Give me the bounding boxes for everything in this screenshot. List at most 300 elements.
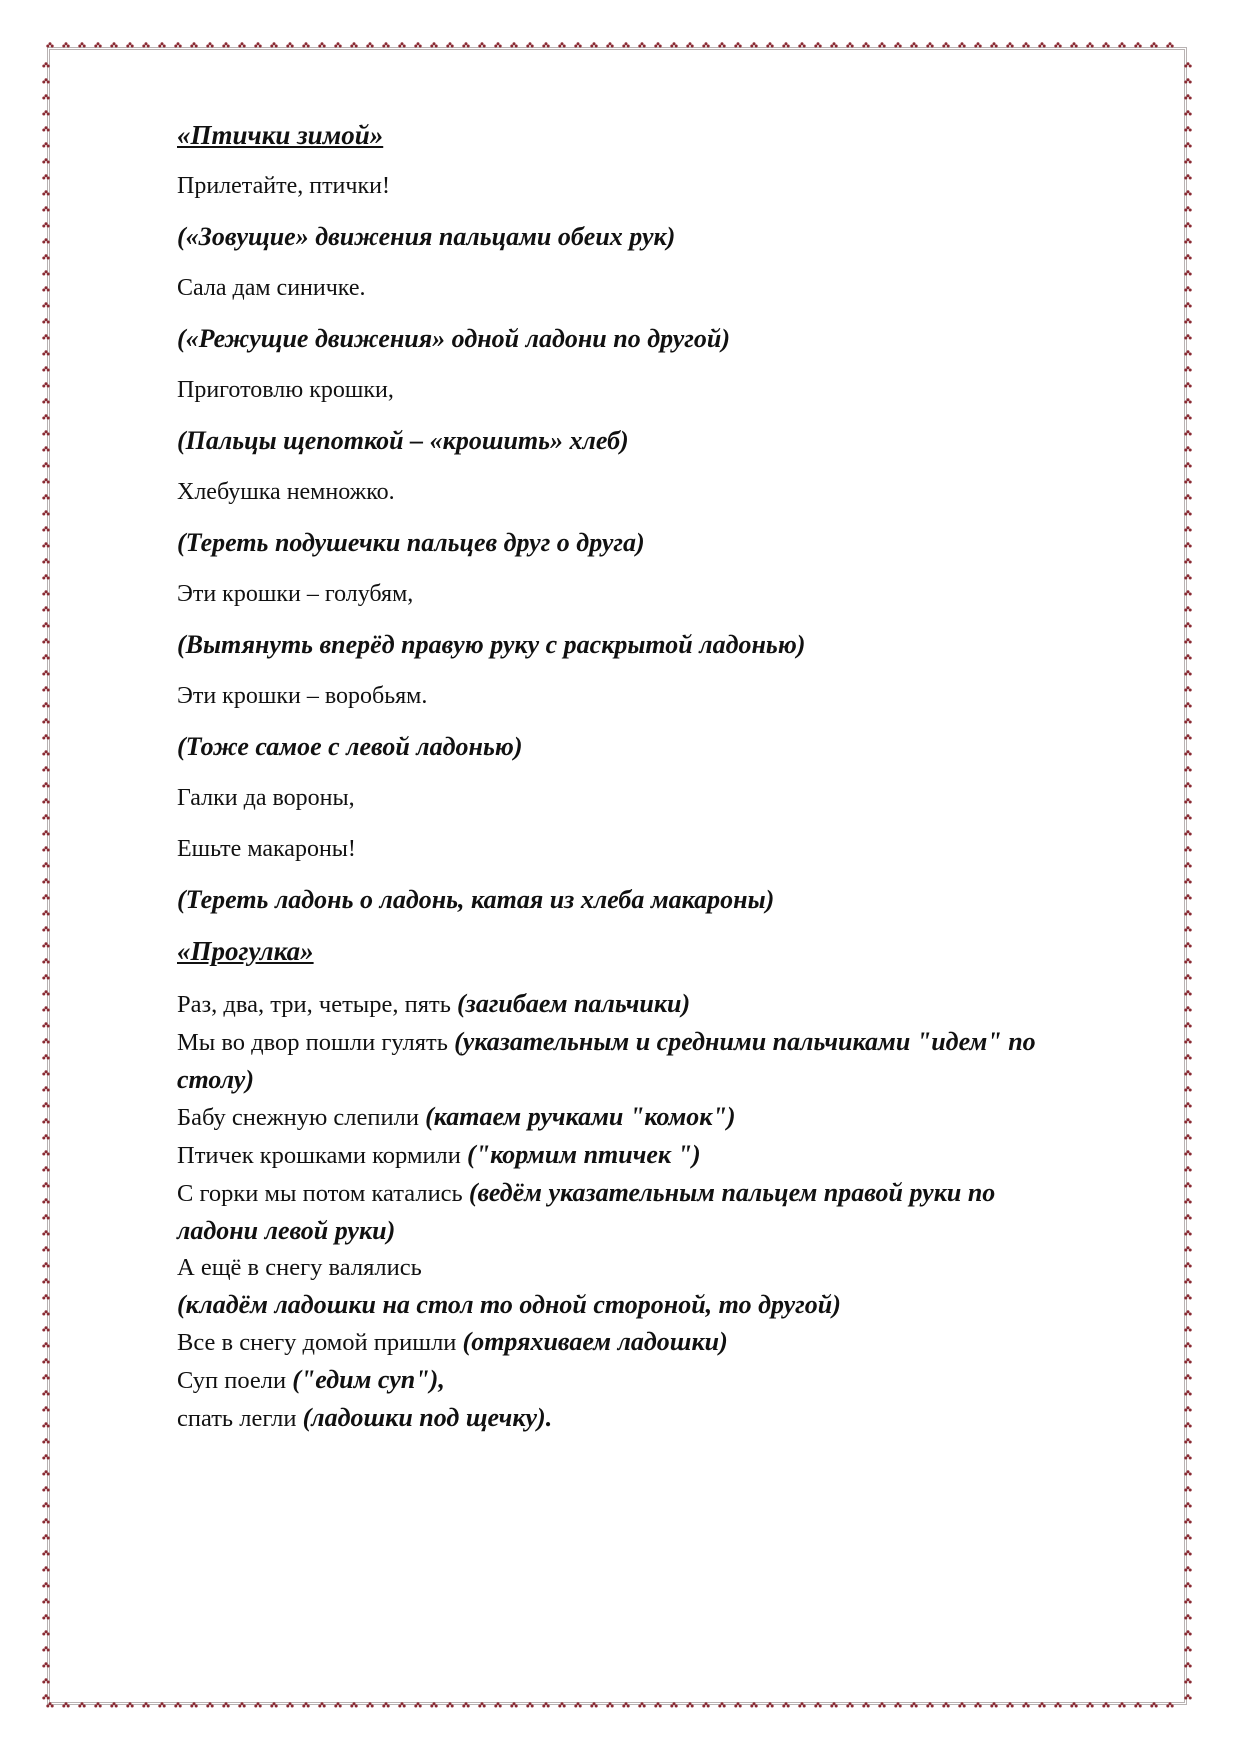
ornament-dot [42, 161, 45, 164]
ornament-dot [45, 1246, 48, 1249]
ornament-dot [42, 833, 45, 836]
ornament-dot [657, 42, 660, 45]
ornament-dot [974, 45, 977, 48]
ornament-dot [817, 42, 820, 45]
ornament-dot [1189, 401, 1192, 404]
ornament-dot [1184, 945, 1187, 948]
ornament-dot [947, 45, 950, 48]
ornament-dot [45, 1422, 48, 1425]
ornament-dot [1184, 1521, 1187, 1524]
ornament-dot [1187, 782, 1190, 785]
ornament-dot [846, 1705, 849, 1708]
ornament-dot [1187, 350, 1190, 353]
ornament-dot [417, 42, 420, 45]
ornament-dot [42, 1441, 45, 1444]
ornament-dot [45, 206, 48, 209]
ornament-dot [47, 401, 50, 404]
ornament-dot [1184, 1633, 1187, 1636]
ornament-dot [42, 1201, 45, 1204]
ornament-dot [499, 1705, 502, 1708]
ornament-dot [222, 45, 225, 48]
verse-line: Прилетайте, птички! [177, 173, 390, 199]
ornament-dot [1054, 45, 1057, 48]
ornament-dot [47, 1249, 50, 1252]
ornament-dot [574, 45, 577, 48]
ornament-dot [1187, 1438, 1190, 1441]
action-text: ("кормим птичек ") [467, 1140, 701, 1169]
ornament-dot [1189, 801, 1192, 804]
ornament-dot [42, 241, 45, 244]
ornament-dot [1189, 657, 1192, 660]
ornament-dot [131, 45, 134, 48]
ornament-dot [47, 1601, 50, 1604]
ornament-dot [47, 769, 50, 772]
ornament-dot [275, 1705, 278, 1708]
ornament-dot [1189, 993, 1192, 996]
ornament-dot [47, 225, 50, 228]
ornament-dot [1184, 561, 1187, 564]
ornament-dot [1038, 45, 1041, 48]
ornament-dot [62, 1705, 65, 1708]
ornament-dot [766, 45, 769, 48]
ornament-dot [45, 1486, 48, 1489]
ornament-dot [1187, 814, 1190, 817]
ornament-dot [1075, 1705, 1078, 1708]
ornament-dot [609, 42, 612, 45]
ornament-dot [257, 42, 260, 45]
ornament-dot [45, 574, 48, 577]
ornament-dot [766, 1705, 769, 1708]
ornament-dot [1184, 721, 1187, 724]
ornament-dot [51, 45, 54, 48]
ornament-dot [403, 1705, 406, 1708]
ornament-dot [47, 1121, 50, 1124]
ornament-dot [515, 45, 518, 48]
ornament-dot [1187, 1598, 1190, 1601]
ornament-dot [42, 1217, 45, 1220]
ornament-dot [1184, 1153, 1187, 1156]
ornament-dot [45, 798, 48, 801]
ornament-dot [45, 478, 48, 481]
ornament-dot [42, 1473, 45, 1476]
ornament-dot [1184, 913, 1187, 916]
ornament-dot [286, 1705, 289, 1708]
ornament-dot [1184, 529, 1187, 532]
ornament-dot [209, 42, 212, 45]
ornament-dot [529, 1702, 532, 1705]
ornament-dot [625, 42, 628, 45]
ornament-dot [45, 1038, 48, 1041]
ornament-dot [1184, 1393, 1187, 1396]
ornament-dot [1189, 449, 1192, 452]
ornament-dot [177, 1702, 180, 1705]
verse-row [177, 1323, 1137, 1361]
ornament-dot [45, 446, 48, 449]
ornament-dot [1166, 45, 1169, 48]
ornament-dot [47, 1137, 50, 1140]
ornament-dot [97, 42, 100, 45]
ornament-dot [851, 45, 854, 48]
ornament-dot [47, 1457, 50, 1460]
ornament-dot [1189, 961, 1192, 964]
ornament-dot [1189, 1553, 1192, 1556]
ornament-dot [47, 1617, 50, 1620]
ornament-dot [1187, 174, 1190, 177]
ornament-dot [1187, 222, 1190, 225]
ornament-dot [45, 1454, 48, 1457]
action-line: (Тереть подушечки пальцев друг о друга) [177, 528, 645, 557]
ornament-dot [275, 45, 278, 48]
ornament-dot [595, 45, 598, 48]
ornament-dot [1022, 45, 1025, 48]
ornament-dot [1184, 1681, 1187, 1684]
ornament-dot [42, 1585, 45, 1588]
verse-row [177, 985, 1137, 1023]
ornament-dot [1184, 1025, 1187, 1028]
ornament-dot [833, 42, 836, 45]
ornament-dot [1187, 78, 1190, 81]
ornament-dot [1187, 1390, 1190, 1393]
ornament-dot [45, 398, 48, 401]
ornament-dot [1155, 1705, 1158, 1708]
ornament-dot [42, 625, 45, 628]
ornament-dot [42, 1105, 45, 1108]
ornament-dot [243, 45, 246, 48]
ornament-dot [897, 42, 900, 45]
ornament-dot [1134, 1705, 1137, 1708]
ornament-dot [369, 1702, 372, 1705]
ornament-dot [45, 1374, 48, 1377]
ornament-dot [45, 1390, 48, 1393]
ornament-dot [433, 1702, 436, 1705]
poem-progulka [177, 985, 1137, 1437]
ornament-dot [862, 1705, 865, 1708]
ornament-dot [366, 45, 369, 48]
ornament-dot [1187, 126, 1190, 129]
ornament-dot [1102, 45, 1105, 48]
ornament-dot [42, 1169, 45, 1172]
ornament-dot [47, 1537, 50, 1540]
ornament-dot [1184, 1601, 1187, 1604]
ornament-dot [1187, 1470, 1190, 1473]
ornament-dot [307, 1705, 310, 1708]
ornament-dot [1187, 862, 1190, 865]
ornament-dot [302, 1705, 305, 1708]
ornament-dot [81, 1702, 84, 1705]
action-line: (Пальцы щепоткой – «крошить» хлеб) [177, 426, 629, 455]
ornament-dot [163, 1705, 166, 1708]
ornament-dot [42, 1521, 45, 1524]
ornament-dot [289, 1702, 292, 1705]
ornament-dot [1184, 1649, 1187, 1652]
ornament-dot [659, 45, 662, 48]
ornament-dot [1184, 625, 1187, 628]
ornament-dot [1189, 1681, 1192, 1684]
ornament-dot [42, 177, 45, 180]
ornament-dot [1189, 289, 1192, 292]
ornament-dot [595, 1705, 598, 1708]
ornament-dot [1184, 897, 1187, 900]
ornament-dot [47, 1569, 50, 1572]
ornament-dot [45, 1150, 48, 1153]
ornament-dot [190, 45, 193, 48]
ornament-dot [686, 45, 689, 48]
ornament-dot [47, 865, 50, 868]
ornament-dot [227, 1705, 230, 1708]
ornament-dot [45, 302, 48, 305]
ornament-dot [1189, 1521, 1192, 1524]
ornament-dot [42, 673, 45, 676]
ornament-dot [689, 42, 692, 45]
ornament-dot [47, 1697, 50, 1700]
ornament-dot [1189, 273, 1192, 276]
ornament-dot [1184, 145, 1187, 148]
ornament-dot [1184, 177, 1187, 180]
ornament-dot [529, 42, 532, 45]
ornament-dot [47, 97, 50, 100]
ornament-dot [42, 513, 45, 516]
ornament-dot [1184, 881, 1187, 884]
ornament-dot [638, 45, 641, 48]
ornament-dot [737, 1702, 740, 1705]
ornament-dot [995, 45, 998, 48]
ornament-dot [449, 42, 452, 45]
ornament-dot [670, 1705, 673, 1708]
ornament-dot [1187, 702, 1190, 705]
ornament-dot [1189, 913, 1192, 916]
ornament-dot [1105, 1702, 1108, 1705]
ornament-dot [321, 42, 324, 45]
ornament-dot [803, 1705, 806, 1708]
ornament-dot [1189, 305, 1192, 308]
ornament-dot [158, 45, 161, 48]
ornament-dot [45, 910, 48, 913]
ornament-dot [1189, 209, 1192, 212]
ornament-dot [1121, 1702, 1124, 1705]
ornament-dot [42, 113, 45, 116]
ornament-dot [1184, 1185, 1187, 1188]
ornament-dot [510, 1705, 513, 1708]
ornament-dot [337, 1702, 340, 1705]
ornament-dot [45, 830, 48, 833]
ornament-dot [45, 1582, 48, 1585]
ornament-dot [1189, 385, 1192, 388]
ornament-dot [291, 45, 294, 48]
ornament-dot [675, 1705, 678, 1708]
ornament-dot [42, 1025, 45, 1028]
ornament-dot [963, 1705, 966, 1708]
ornament-dot [1189, 1329, 1192, 1332]
ornament-dot [42, 417, 45, 420]
ornament-dot [45, 558, 48, 561]
ornament-dot [723, 45, 726, 48]
ornament-dot [1139, 1705, 1142, 1708]
ornament-dot [771, 1705, 774, 1708]
ornament-dot [243, 1705, 246, 1708]
ornament-dot [45, 878, 48, 881]
ornament-dot [835, 1705, 838, 1708]
ornament-dot [47, 113, 50, 116]
ornament-dot [1189, 577, 1192, 580]
ornament-dot [42, 1665, 45, 1668]
ornament-dot [42, 1409, 45, 1412]
ornament-dot [947, 1705, 950, 1708]
ornament-dot [225, 42, 228, 45]
ornament-dot [739, 1705, 742, 1708]
ornament-dot [42, 945, 45, 948]
ornament-dot [259, 45, 262, 48]
ornament-dot [563, 1705, 566, 1708]
ornament-dot [45, 318, 48, 321]
ornament-dot [958, 45, 961, 48]
ornament-dot [273, 1702, 276, 1705]
ornament-dot [163, 45, 166, 48]
ornament-dot [1184, 1105, 1187, 1108]
ornament-dot [1184, 817, 1187, 820]
ornament-dot [45, 142, 48, 145]
ornament-dot [510, 45, 513, 48]
ornament-dot [42, 1297, 45, 1300]
ornament-dot [1187, 398, 1190, 401]
ornament-dot [1022, 1705, 1025, 1708]
ornament-dot [1118, 1705, 1121, 1708]
ornament-dot [1187, 558, 1190, 561]
ornament-dot [238, 1705, 241, 1708]
ornament-dot [350, 1705, 353, 1708]
ornament-dot [47, 897, 50, 900]
ornament-dot [1189, 1489, 1192, 1492]
ornament-dot [45, 894, 48, 897]
ornament-dot [42, 593, 45, 596]
ornament-dot [42, 705, 45, 708]
ornament-dot [1009, 42, 1012, 45]
ornament-dot [830, 1705, 833, 1708]
ornament-dot [1189, 1537, 1192, 1540]
ornament-dot [42, 1329, 45, 1332]
ornament-dot [1187, 1006, 1190, 1009]
ornament-dot [45, 974, 48, 977]
ornament-dot [45, 174, 48, 177]
ornament-dot [45, 350, 48, 353]
ornament-dot [227, 45, 230, 48]
ornament-dot [627, 45, 630, 48]
ornament-dot [1187, 110, 1190, 113]
ornament-dot [579, 45, 582, 48]
ornament-dot [129, 1702, 132, 1705]
ornament-dot [1184, 1569, 1187, 1572]
ornament-dot [1171, 1705, 1174, 1708]
ornament-dot [1187, 574, 1190, 577]
ornament-dot [435, 45, 438, 48]
ornament-dot [1189, 1121, 1192, 1124]
ornament-dot [45, 1358, 48, 1361]
ornament-dot [910, 1705, 913, 1708]
ornament-dot [1189, 465, 1192, 468]
ornament-dot [42, 1633, 45, 1636]
ornament-dot [435, 1705, 438, 1708]
ornament-dot [643, 45, 646, 48]
ornament-dot [1189, 817, 1192, 820]
ornament-dot [993, 1702, 996, 1705]
ornament-dot [1187, 1422, 1190, 1425]
ornament-dot [1189, 1585, 1192, 1588]
ornament-dot [531, 1705, 534, 1708]
ornament-dot [1184, 1297, 1187, 1300]
ornament-dot [94, 1705, 97, 1708]
ornament-dot [47, 385, 50, 388]
ornament-dot [1184, 513, 1187, 516]
ornament-dot [1187, 1054, 1190, 1057]
ornament-dot [883, 1705, 886, 1708]
ornament-dot [419, 45, 422, 48]
ornament-dot [1189, 1505, 1192, 1508]
ornament-dot [1187, 1150, 1190, 1153]
verse-line: Ешьте макароны! [177, 836, 356, 862]
ornament-dot [1187, 766, 1190, 769]
ornament-dot [1187, 638, 1190, 641]
ornament-dot [417, 1702, 420, 1705]
ornament-dot [46, 45, 49, 48]
action-text: ("едим суп"), [292, 1365, 445, 1394]
ornament-dot [1091, 45, 1094, 48]
ornament-dot [398, 1705, 401, 1708]
ornament-dot [1187, 1678, 1190, 1681]
ornament-dot [931, 45, 934, 48]
ornament-dot [385, 42, 388, 45]
ornament-dot [45, 750, 48, 753]
ornament-dot [1184, 385, 1187, 388]
ornament-dot [387, 1705, 390, 1708]
ornament-dot [42, 1153, 45, 1156]
ornament-dot [977, 42, 980, 45]
ornament-dot [721, 42, 724, 45]
ornament-dot [1187, 142, 1190, 145]
ornament-dot [561, 42, 564, 45]
ornament-dot [958, 1705, 961, 1708]
ornament-dot [798, 1705, 801, 1708]
ornament-dot [513, 1702, 516, 1705]
ornament-dot [42, 1009, 45, 1012]
ornament-dot [1184, 97, 1187, 100]
ornament-dot [129, 42, 132, 45]
ornament-dot [45, 1534, 48, 1537]
ornament-dot [542, 45, 545, 48]
verse-text: Бабу снежную слепили [177, 1104, 426, 1131]
ornament-dot [462, 1705, 465, 1708]
ornament-dot [47, 337, 50, 340]
ornament-dot [42, 769, 45, 772]
ornament-dot [47, 1057, 50, 1060]
ornament-dot [1184, 785, 1187, 788]
ornament-dot [481, 42, 484, 45]
action-line: (Тоже самое с левой ладонью) [177, 732, 523, 761]
ornament-dot [45, 366, 48, 369]
ornament-dot [47, 193, 50, 196]
ornament-dot [47, 161, 50, 164]
ornament-dot [47, 1665, 50, 1668]
ornament-dot [993, 42, 996, 45]
ornament-dot [1189, 1297, 1192, 1300]
ornament-dot [1187, 654, 1190, 657]
ornament-dot [1189, 1105, 1192, 1108]
ornament-dot [1187, 1582, 1190, 1585]
ornament-dot [547, 1705, 550, 1708]
ornament-dot [99, 45, 102, 48]
ornament-dot [750, 1705, 753, 1708]
ornament-dot [1184, 1009, 1187, 1012]
ornament-dot [1184, 1473, 1187, 1476]
ornament-dot [1184, 641, 1187, 644]
